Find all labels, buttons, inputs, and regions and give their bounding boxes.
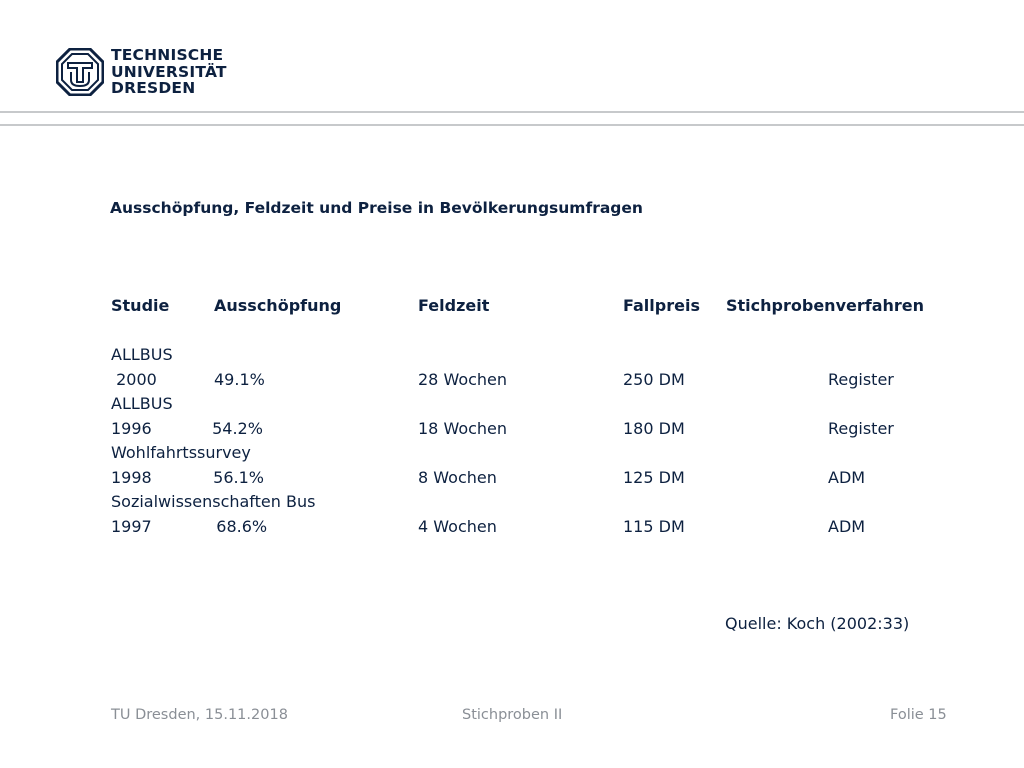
column-header-fallpreis: Fallpreis — [623, 296, 700, 315]
table-row — [0, 343, 1024, 367]
cell-stichprobenverfahren: Register — [828, 419, 894, 438]
source-citation: Quelle: Koch (2002:33) — [725, 614, 910, 633]
header-divider-top — [0, 111, 1024, 113]
table-row — [0, 392, 1024, 416]
cell-studie: ALLBUS — [111, 345, 173, 364]
table-header-row — [0, 294, 1024, 318]
cell-studie: Sozialwissenschaften Bus — [111, 492, 316, 511]
table-row — [0, 466, 1024, 490]
cell-studie: 2000 — [111, 370, 157, 389]
cell-studie: Wohlfahrtssurvey — [111, 443, 251, 462]
cell-feldzeit: 8 Wochen — [418, 468, 497, 487]
cell-ausschoepfung: 54.2% — [207, 419, 263, 438]
footer-topic: Stichproben II — [462, 707, 563, 723]
table-row — [0, 441, 1024, 465]
cell-ausschoepfung: 56.1% — [203, 468, 264, 487]
column-header-studie: Studie — [111, 296, 170, 315]
cell-fallpreis: 180 DM — [623, 419, 685, 438]
slide-subtitle: Ausschöpfung, Feldzeit und Preise in Bevölkerungsumfragen — [110, 199, 643, 217]
cell-ausschoepfung: 49.1% — [214, 370, 265, 389]
column-header-feldzeit: Feldzeit — [418, 296, 490, 315]
cell-studie: 1997 — [111, 517, 152, 536]
table-row — [0, 417, 1024, 441]
table-row — [0, 490, 1024, 514]
cell-feldzeit: 4 Wochen — [418, 517, 497, 536]
cell-fallpreis: 125 DM — [623, 468, 685, 487]
tu-dresden-emblem-icon — [56, 48, 104, 96]
column-header-ausschoepfung: Ausschöpfung — [214, 296, 342, 315]
cell-feldzeit: 18 Wochen — [418, 419, 508, 438]
cell-studie: 1998 — [111, 468, 152, 487]
cell-studie: 1996 — [111, 419, 152, 438]
cell-stichprobenverfahren: ADM — [828, 468, 866, 487]
cell-feldzeit: 28 Wochen — [418, 370, 508, 389]
column-header-stichprobenverfahren: Stichprobenverfahren — [726, 296, 925, 315]
logo-line-2: UNIVERSITÄT — [111, 62, 227, 81]
cell-fallpreis: 115 DM — [623, 517, 685, 536]
cell-fallpreis: 250 DM — [623, 370, 685, 389]
cell-stichprobenverfahren: Register — [828, 370, 894, 389]
logo-line-1: TECHNISCHE — [111, 46, 224, 64]
table-row — [0, 515, 1024, 539]
footer-institution-date: TU Dresden, 15.11.2018 — [111, 707, 288, 723]
logo-line-3: DRESDEN — [111, 79, 196, 97]
university-logo — [56, 47, 226, 99]
university-name — [111, 47, 227, 97]
header-divider-bottom — [0, 124, 1024, 126]
cell-studie: ALLBUS — [111, 394, 173, 413]
cell-ausschoepfung: 68.6% — [201, 517, 268, 536]
cell-stichprobenverfahren: ADM — [828, 517, 866, 536]
table-row — [0, 368, 1024, 392]
footer-slide-number: Folie 15 — [890, 707, 947, 723]
